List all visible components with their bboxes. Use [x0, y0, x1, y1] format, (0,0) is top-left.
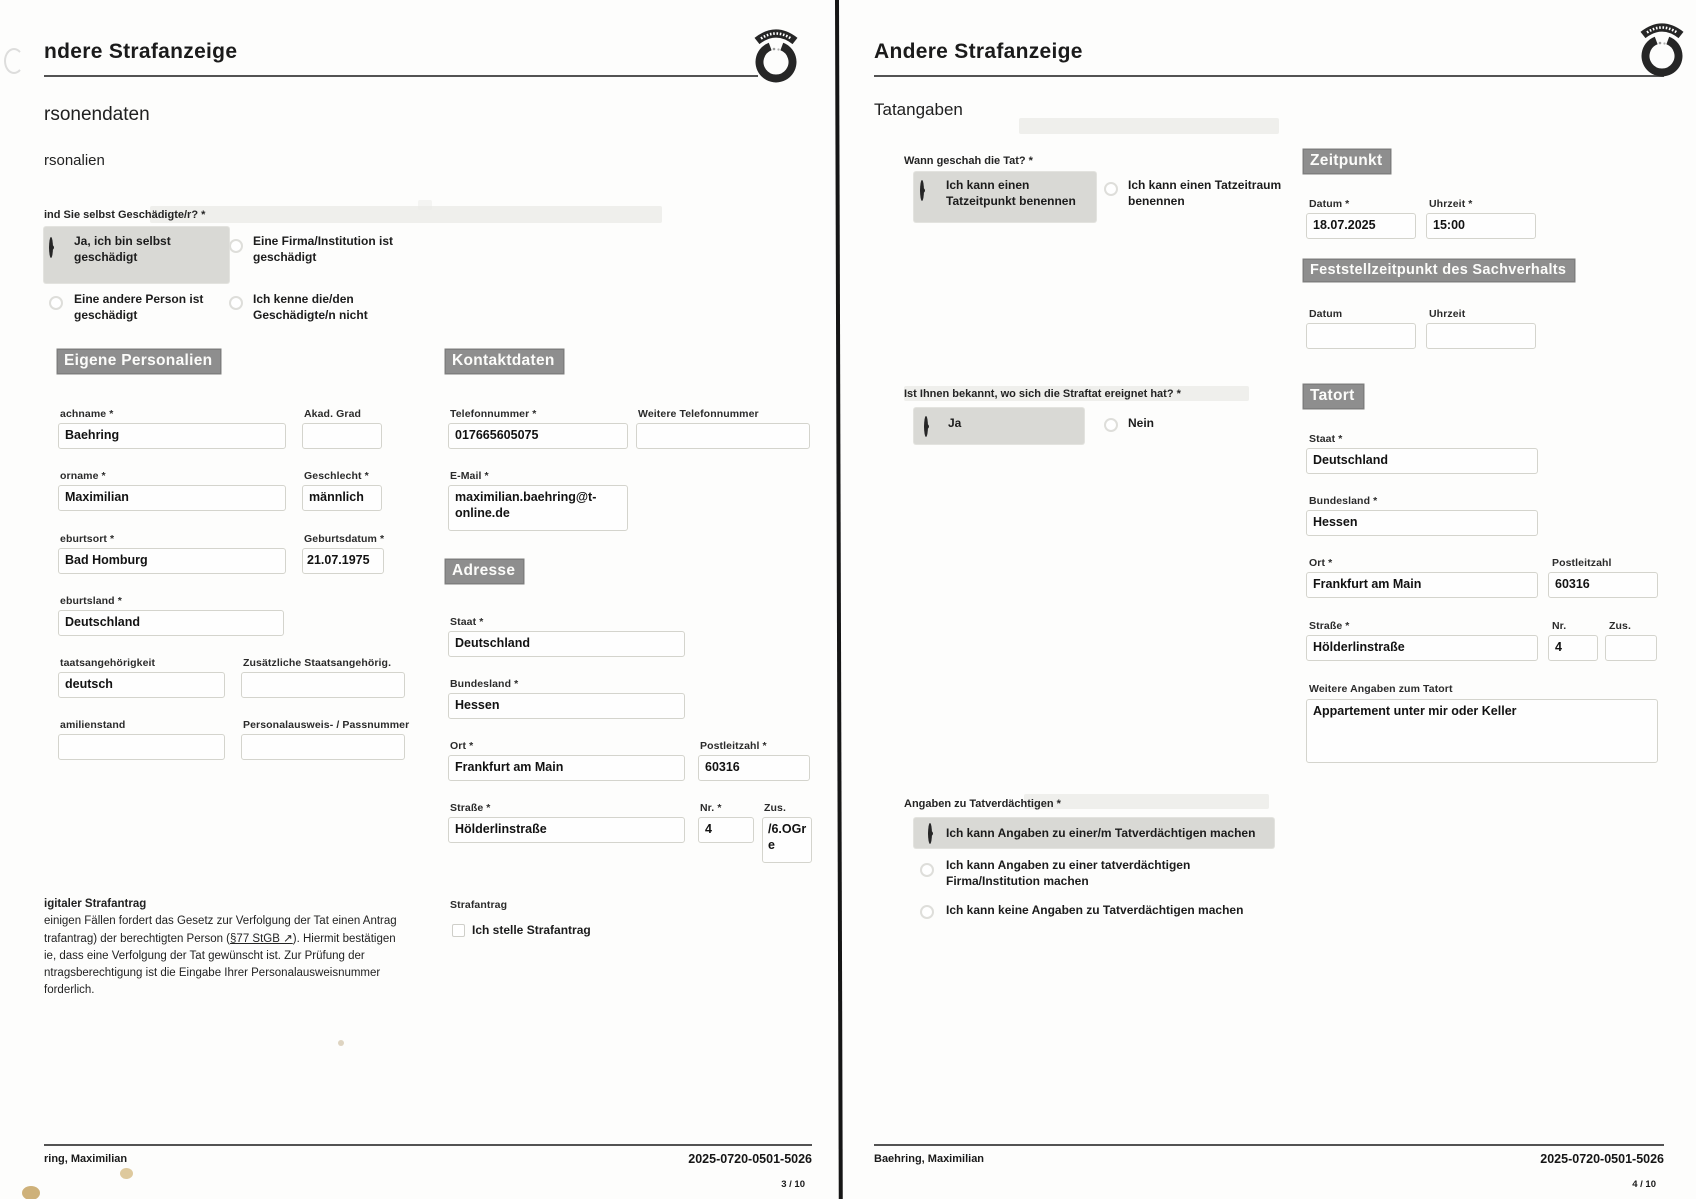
ausweisnummer-label: Personalausweis- / Passnummer: [243, 719, 410, 731]
adresse-strasse-input[interactable]: [448, 817, 685, 843]
tatort-ort-input[interactable]: [1306, 572, 1538, 598]
suspect-option-none[interactable]: Ich kann keine Angaben zu Tatverdächtigen machen: [946, 903, 1244, 917]
tatort-strasse-label: Straße *: [1309, 620, 1350, 632]
akad-grad-value: [303, 424, 381, 428]
radio-victim-firm-icon[interactable]: [229, 239, 243, 253]
victim-option-self[interactable]: Ja, ich bin selbst geschädigt: [74, 234, 171, 264]
adresse-bundesland-label: Bundesland *: [450, 678, 519, 690]
footer-rule: [874, 1144, 1664, 1146]
tatort-staat-value: Deutschland: [1313, 453, 1389, 467]
adresse-zusatz-input[interactable]: [762, 817, 812, 863]
adresse-ort-label: Ort *: [450, 740, 474, 752]
feststell-uhrzeit-input[interactable]: [1426, 323, 1536, 349]
page-right: [839, 0, 1696, 1199]
adresse-zusatz-label: Zus.: [764, 802, 786, 814]
geburtsort-input[interactable]: [58, 548, 286, 574]
zusaetzliche-staatsang-value: [242, 673, 404, 677]
adresse-staat-value: Deutschland: [455, 636, 531, 650]
weitere-telefon-input[interactable]: [636, 423, 810, 449]
tatort-staat-input[interactable]: [1306, 448, 1538, 474]
footer-reference-number: 2025-0720-0501-5026: [1540, 1152, 1664, 1166]
section-header-eigene-personalien: Eigene Personalien: [58, 350, 220, 373]
email-input[interactable]: [448, 485, 628, 531]
tatort-nr-value: 4: [1555, 640, 1562, 654]
adresse-nr-label: Nr. *: [700, 802, 722, 814]
strafantrag-label: Strafantrag: [450, 899, 508, 911]
radio-victim-other-icon[interactable]: [49, 296, 63, 310]
tatort-plz-input[interactable]: [1548, 572, 1658, 598]
geschlecht-input[interactable]: [302, 485, 382, 511]
scan-artifact: [4, 48, 24, 74]
zeitpunkt-uhrzeit-value: 15:00: [1433, 218, 1465, 232]
weitere-telefon-value: [637, 424, 809, 428]
section-heading-personendaten: rsonendaten: [44, 104, 150, 125]
victim-option-other-person[interactable]: Eine andere Person ist geschädigt: [74, 292, 204, 322]
adresse-plz-value: 60316: [705, 760, 740, 774]
staatsangehoerigkeit-input[interactable]: [58, 672, 225, 698]
section-header-tatort: Tatort: [1304, 385, 1363, 408]
stgb-link[interactable]: §77 StGB ↗: [230, 932, 293, 945]
geburtsland-input[interactable]: [58, 610, 284, 636]
geburtsort-value: Bad Homburg: [65, 553, 148, 567]
where-question-label: Ist Ihnen bekannt, wo sich die Straftat ereignet hat? *: [904, 388, 1181, 400]
tatort-nr-label: Nr.: [1552, 620, 1567, 632]
victim-option-unknown[interactable]: Ich kenne die/den Geschädigte/n nicht: [253, 292, 368, 322]
zeitpunkt-datum-value: 18.07.2025: [1313, 218, 1376, 232]
onlinewache-logo-icon: [1634, 18, 1690, 78]
radio-where-nein-icon[interactable]: [1104, 418, 1118, 432]
tatort-weitere-input[interactable]: [1306, 699, 1658, 763]
adresse-staat-label: Staat *: [450, 616, 484, 628]
strafantrag-info-line3: ie, dass eine Verfolgung der Tat gewünscht ist. Zur Prüfung der: [44, 949, 365, 962]
adresse-ort-value: Frankfurt am Main: [455, 760, 564, 774]
radio-victim-unknown-icon[interactable]: [229, 296, 243, 310]
adresse-zusatz-value: /6.OGre: [768, 822, 807, 852]
section-header-adresse: Adresse: [446, 560, 523, 583]
tatort-zusatz-label: Zus.: [1609, 620, 1631, 632]
staatsangehoerigkeit-value: deutsch: [65, 677, 113, 691]
footer-reference-number: 2025-0720-0501-5026: [688, 1152, 812, 1166]
section-header-feststellzeitpunkt: Feststellzeitpunkt des Sachverhalts: [1304, 260, 1574, 281]
victim-question-label: ind Sie selbst Geschädigte/r? *: [44, 209, 206, 221]
scan-smudge: [418, 200, 432, 210]
feststell-datum-input[interactable]: [1306, 323, 1416, 349]
geburtsland-label: eburtsland *: [60, 595, 122, 607]
suspect-question-label: Angaben zu Tatverdächtigen *: [904, 798, 1061, 810]
familienstand-input[interactable]: [58, 734, 225, 760]
adresse-plz-label: Postleitzahl *: [700, 740, 767, 752]
telefon-value: 017665605075: [455, 428, 539, 442]
adresse-strasse-value: Hölderlinstraße: [455, 822, 547, 836]
adresse-nr-value: 4: [705, 822, 712, 836]
strafantrag-info-title: igitaler Strafantrag: [44, 898, 147, 910]
radio-suspect-firm-icon[interactable]: [920, 863, 934, 877]
geschlecht-value: männlich: [309, 490, 364, 504]
feststell-datum-value: [1307, 324, 1415, 328]
strafantrag-info-line4: ntragsberechtigung ist die Eingabe Ihrer Personalausweisnummer: [44, 967, 381, 979]
tatort-zusatz-input[interactable]: [1605, 635, 1657, 661]
radio-tatzeitpunkt-icon[interactable]: [920, 180, 924, 201]
scan-smudge: [1019, 118, 1279, 134]
adresse-plz-input[interactable]: [698, 755, 810, 781]
adresse-ort-input[interactable]: [448, 755, 685, 781]
tatort-ort-label: Ort *: [1309, 557, 1333, 569]
suspect-option-firm[interactable]: Ich kann Angaben zu einer tatverdächtigen Firma/Institution machen: [946, 858, 1191, 888]
footer-page-number: 3 / 10: [781, 1179, 805, 1190]
tatort-nr-input[interactable]: [1548, 635, 1598, 661]
geburtsort-label: eburtsort *: [60, 533, 115, 545]
strafantrag-info-line2-post: ). Hiermit bestätigen: [292, 932, 396, 945]
tatort-bundesland-value: Hessen: [1313, 515, 1358, 529]
subsection-heading-personalien: rsonalien: [44, 152, 105, 169]
page-title: ndere Strafanzeige: [44, 40, 238, 63]
onlinewache-logo-icon: [748, 24, 804, 84]
footer-name: ring, Maximilian: [44, 1153, 128, 1165]
staatsangehoerigkeit-label: taatsangehörigkeit: [60, 657, 156, 669]
tatort-staat-label: Staat *: [1309, 433, 1343, 445]
akad-grad-input[interactable]: [302, 423, 382, 449]
adresse-bundesland-value: Hessen: [455, 698, 500, 712]
telefon-input[interactable]: [448, 423, 628, 449]
zeitpunkt-datum-label: Datum *: [1309, 198, 1350, 210]
tatort-bundesland-label: Bundesland *: [1309, 495, 1378, 507]
familienstand-label: amilienstand: [60, 719, 126, 731]
tatort-strasse-input[interactable]: [1306, 635, 1538, 661]
tatort-plz-label: Postleitzahl: [1552, 557, 1612, 569]
nachname-input[interactable]: [58, 423, 286, 449]
strafantrag-checkbox-label: Ich stelle Strafantrag: [472, 923, 591, 937]
footer-rule: [44, 1144, 812, 1146]
stain-artifact: [120, 1168, 133, 1179]
zusaetzliche-staatsang-input[interactable]: [241, 672, 405, 698]
vorname-value: Maximilian: [65, 490, 129, 504]
tatort-zusatz-value: [1606, 636, 1656, 640]
weitere-telefon-label: Weitere Telefonnummer: [638, 408, 759, 420]
where-option-nein[interactable]: Nein: [1128, 416, 1155, 430]
where-option-ja[interactable]: Ja: [948, 416, 962, 430]
familienstand-value: [59, 735, 224, 739]
geburtsdatum-label: Geburtsdatum *: [304, 533, 385, 545]
geschlecht-label: Geschlecht *: [304, 470, 369, 482]
strafantrag-info-line1: einigen Fällen fordert das Gesetz zur Verfolgung der Tat einen Antrag: [44, 915, 397, 928]
section-header-kontaktdaten: Kontaktdaten: [446, 350, 563, 373]
radio-tatzeitraum-icon[interactable]: [1104, 182, 1118, 196]
feststell-uhrzeit-value: [1427, 324, 1535, 328]
adresse-bundesland-input[interactable]: [448, 693, 685, 719]
tatort-weitere-value: Appartement unter mir oder Keller: [1313, 704, 1517, 718]
footer-page-number: 4 / 10: [1632, 1179, 1656, 1190]
radio-where-ja-icon[interactable]: [924, 416, 928, 437]
geburtsdatum-value: 21.07.1975: [307, 553, 370, 567]
nachname-label: achname *: [60, 408, 114, 420]
when-option-tatzeitraum[interactable]: Ich kann einen Tatzeitraum benennen: [1128, 178, 1282, 208]
telefon-label: Telefonnummer *: [450, 408, 537, 420]
email-value: maximilian.baehring@t-online.de: [455, 490, 597, 520]
ausweisnummer-input[interactable]: [241, 734, 405, 760]
where-option-selected-bg: [914, 408, 1084, 444]
feststell-uhrzeit-label: Uhrzeit: [1429, 308, 1466, 320]
zeitpunkt-uhrzeit-input[interactable]: [1426, 213, 1536, 239]
tatort-weitere-label: Weitere Angaben zum Tatort: [1309, 683, 1453, 695]
suspect-option-person[interactable]: Ich kann Angaben zu einer/m Tatverdächtigen machen: [946, 826, 1256, 840]
when-option-tatzeitpunkt[interactable]: Ich kann einen Tatzeitpunkt benennen: [946, 178, 1076, 208]
adresse-strasse-label: Straße *: [450, 802, 491, 814]
scan-smudge: [150, 206, 662, 223]
vorname-input[interactable]: [58, 485, 286, 511]
strafantrag-info-block: [44, 896, 579, 1000]
nachname-value: Baehring: [65, 428, 120, 442]
strafantrag-info-line5: forderlich.: [44, 984, 95, 997]
radio-suspect-person-icon[interactable]: [928, 823, 932, 844]
strafantrag-info-line2-pre: trafantrag) der berechtigten Person (: [44, 932, 231, 945]
vorname-label: orname *: [60, 470, 106, 482]
tatort-ort-value: Frankfurt am Main: [1313, 577, 1422, 591]
header-rule: [44, 75, 758, 77]
victim-option-firm[interactable]: Eine Firma/Institution ist geschädigt: [253, 234, 394, 264]
stain-artifact: [338, 1040, 344, 1046]
section-heading-tatangaben: Tatangaben: [874, 100, 963, 119]
page-left: [0, 0, 836, 1199]
when-question-label: Wann geschah die Tat? *: [904, 155, 1033, 167]
feststell-datum-label: Datum: [1309, 308, 1343, 320]
email-label: E-Mail *: [450, 470, 489, 482]
zusaetzliche-staatsang-label: Zusätzliche Staatsangehörig.: [243, 657, 392, 669]
strafantrag-checkbox[interactable]: [452, 924, 465, 937]
adresse-staat-input[interactable]: [448, 631, 685, 657]
tatort-plz-value: 60316: [1555, 577, 1590, 591]
tatort-bundesland-input[interactable]: [1306, 510, 1538, 536]
zeitpunkt-datum-input[interactable]: [1306, 213, 1416, 239]
adresse-nr-input[interactable]: [698, 817, 754, 843]
zeitpunkt-uhrzeit-label: Uhrzeit *: [1429, 198, 1473, 210]
radio-suspect-none-icon[interactable]: [920, 905, 934, 919]
geburtsland-value: Deutschland: [65, 615, 141, 629]
footer-name: Baehring, Maximilian: [874, 1153, 985, 1165]
radio-victim-self-icon[interactable]: [49, 237, 53, 258]
akad-grad-label: Akad. Grad: [304, 408, 362, 420]
header-rule: [874, 75, 1664, 77]
section-header-zeitpunkt: Zeitpunkt: [1304, 150, 1390, 173]
stain-artifact: [22, 1186, 40, 1199]
ausweisnummer-value: [242, 735, 404, 739]
tatort-strasse-value: Hölderlinstraße: [1313, 640, 1405, 654]
geburtsdatum-input[interactable]: [302, 548, 384, 574]
page-title: Andere Strafanzeige: [874, 40, 1083, 63]
